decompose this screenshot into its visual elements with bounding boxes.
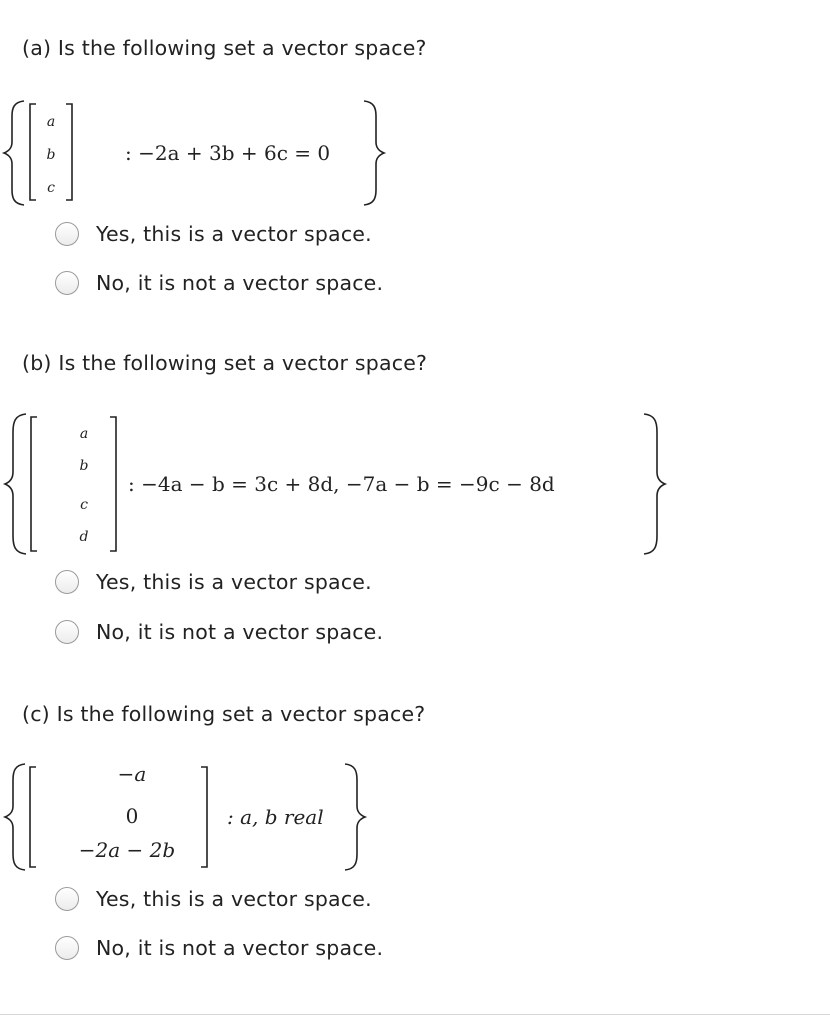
question-c-set-expression [0, 761, 420, 873]
set-condition: : −2a + 3b + 6c = 0 [125, 141, 331, 165]
right-brace [364, 101, 384, 205]
left-bracket [30, 767, 36, 867]
option-b-yes[interactable] [55, 568, 372, 596]
right-bracket [110, 417, 116, 551]
vector-entry-a: a [79, 426, 89, 442]
left-brace [4, 101, 24, 205]
left-bracket [31, 417, 37, 551]
set-condition: : a, b real [227, 805, 324, 829]
option-label: No, it is not a vector space. [96, 271, 384, 295]
vector-entry-c: c [47, 180, 55, 196]
vector-entry-b: b [79, 458, 89, 474]
option-label: No, it is not a vector space. [96, 936, 384, 960]
question-a-prompt: (a) Is the following set a vector space? [22, 36, 427, 60]
radio-button[interactable] [55, 570, 79, 594]
option-label: Yes, this is a vector space. [96, 570, 372, 594]
vector-entry-1: −a [117, 762, 147, 786]
radio-button[interactable] [55, 936, 79, 960]
option-b-no[interactable] [55, 618, 383, 646]
right-brace [644, 414, 665, 554]
radio-button[interactable] [55, 222, 79, 246]
vector-entry-2: 0 [125, 804, 139, 828]
radio-button[interactable] [55, 271, 79, 295]
vector-entry-a: a [46, 114, 56, 130]
right-brace [345, 764, 365, 870]
left-bracket [30, 104, 36, 200]
right-bracket [201, 767, 207, 867]
option-label: Yes, this is a vector space. [96, 222, 372, 246]
vector-entry-3: −2a − 2b [78, 838, 176, 862]
vector-entry-c: c [80, 497, 88, 513]
question-c-prompt: (c) Is the following set a vector space? [22, 702, 426, 726]
set-condition: : −4a − b = 3c + 8d, −7a − b = −9c − 8d [128, 472, 555, 496]
option-c-no[interactable] [55, 934, 383, 962]
option-a-no[interactable] [55, 269, 383, 297]
question-b-prompt: (b) Is the following set a vector space? [22, 351, 428, 375]
option-label: Yes, this is a vector space. [96, 887, 372, 911]
vector-entry-d: d [79, 529, 89, 545]
left-brace [5, 414, 26, 554]
radio-button[interactable] [55, 620, 79, 644]
option-a-yes[interactable] [55, 220, 372, 248]
radio-button[interactable] [55, 887, 79, 911]
right-bracket [66, 104, 72, 200]
vector-entry-b: b [46, 147, 56, 163]
option-c-yes[interactable] [55, 885, 372, 913]
left-brace [5, 764, 25, 870]
bottom-divider [0, 1014, 830, 1015]
question-a-set-expression [0, 98, 420, 208]
question-b-set-expression [0, 410, 680, 558]
option-label: No, it is not a vector space. [96, 620, 384, 644]
